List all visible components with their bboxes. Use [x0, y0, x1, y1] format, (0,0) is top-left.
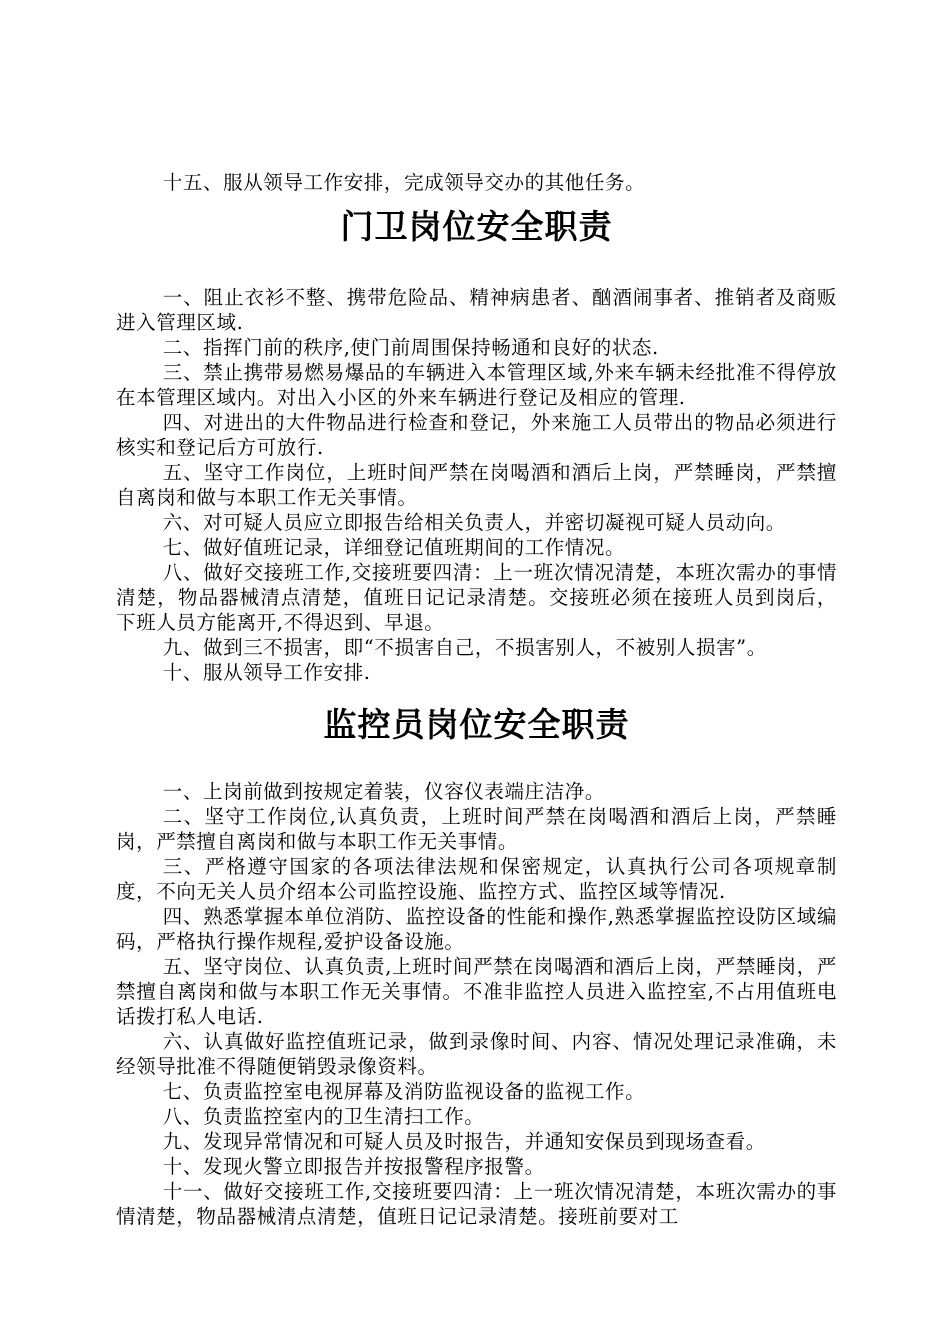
monitor-duty-item: 十一、做好交接班工作,交接班要四清：上一班次情况清楚，本班次需办的事情清楚，物品器械清点清楚，值班日记记录清楚。接班前要对工 — [116, 1180, 837, 1228]
section-title-monitor: 监控员岗位安全职责 — [323, 705, 630, 744]
guard-duty-item: 二、指挥门前的秩序,使门前周围保持畅通和良好的状态. — [162, 336, 659, 359]
monitor-duty-item: 二、坚守工作岗位,认真负责，上班时间严禁在岗喝酒和酒后上岗，严禁睡岗，严禁擅自离岗和做与本职工作无关事情。 — [116, 805, 837, 853]
monitor-duty-item: 六、认真做好监控值班记录，做到录像时间、内容、情况处理记录准确，未经领导批准不得随便销毁录像资料。 — [116, 1030, 837, 1078]
monitor-duty-item: 三、严格遵守国家的各项法律法规和保密规定，认真执行公司各项规章制度，不向无关人员介绍本公司监控设施、监控方式、监控区域等情况. — [116, 855, 837, 903]
guard-duty-item: 四、对进出的大件物品进行检查和登记，外来施工人员带出的物品必须进行核实和登记后方可放行. — [116, 411, 837, 459]
monitor-duty-item: 七、负责监控室电视屏幕及消防监视设备的监视工作。 — [162, 1080, 646, 1103]
guard-duty-item: 七、做好值班记录，详细登记值班期间的工作情况。 — [162, 536, 626, 559]
section-guard-duties — [116, 285, 837, 685]
guard-duty-item: 八、做好交接班工作,交接班要四清：上一班次情况清楚，本班次需办的事情清楚，物品器械清点清楚，值班日记记录清楚。交接班必须在接班人员到岗后，下班人员方能离开,不得迟到、早退。 — [116, 561, 837, 634]
section-title-guard: 门卫岗位安全职责 — [340, 207, 613, 246]
monitor-duty-item: 四、熟悉掌握本单位消防、监控设备的性能和操作,熟悉掌握监控设防区域编码，严格执行操作规程,爱护设备设施。 — [116, 905, 837, 953]
document-content — [116, 170, 837, 1229]
guard-duty-item: 五、坚守工作岗位，上班时间严禁在岗喝酒和酒后上岗，严禁睡岗，严禁擅自离岗和做与本职工作无关事情。 — [116, 461, 837, 509]
monitor-duty-item: 八、负责监控室内的卫生清扫工作。 — [162, 1105, 485, 1128]
guard-duty-item: 一、阻止衣衫不整、携带危险品、精神病患者、酗酒闹事者、推销者及商贩进入管理区域. — [116, 286, 837, 334]
monitor-duty-item: 五、坚守岗位、认真负责,上班时间严禁在岗喝酒和酒后上岗，严禁睡岗，严禁擅自离岗和做与本职工作无关事情。不准非监控人员进入监控室,不占用值班电话拨打私人电话. — [116, 955, 837, 1028]
monitor-duty-item: 一、上岗前做到按规定着装，仪容仪表端庄洁净。 — [162, 780, 605, 803]
paragraph-item-15: 十五、服从领导工作安排，完成领导交办的其他任务。 — [162, 171, 646, 194]
monitor-duty-item: 十、发现火警立即报告并按报警程序报警。 — [162, 1155, 545, 1178]
guard-duty-item: 十、服从领导工作安排. — [162, 661, 371, 684]
monitor-duty-item: 九、发现异常情况和可疑人员及时报告，并通知安保员到现场查看。 — [162, 1130, 766, 1153]
guard-duty-item: 六、对可疑人员应立即报告给相关负责人，并密切凝视可疑人员动向。 — [162, 511, 786, 534]
guard-duty-item: 三、禁止携带易燃易爆品的车辆进入本管理区域,外来车辆未经批准不得停放在本管理区域内。对出入小区的外来车辆进行登记及相应的管理. — [116, 361, 837, 409]
section-monitor-duties — [116, 779, 837, 1229]
guard-duty-item: 九、做到三不损害，即“不损害自己，不损害别人，不被别人损害”。 — [162, 636, 767, 659]
